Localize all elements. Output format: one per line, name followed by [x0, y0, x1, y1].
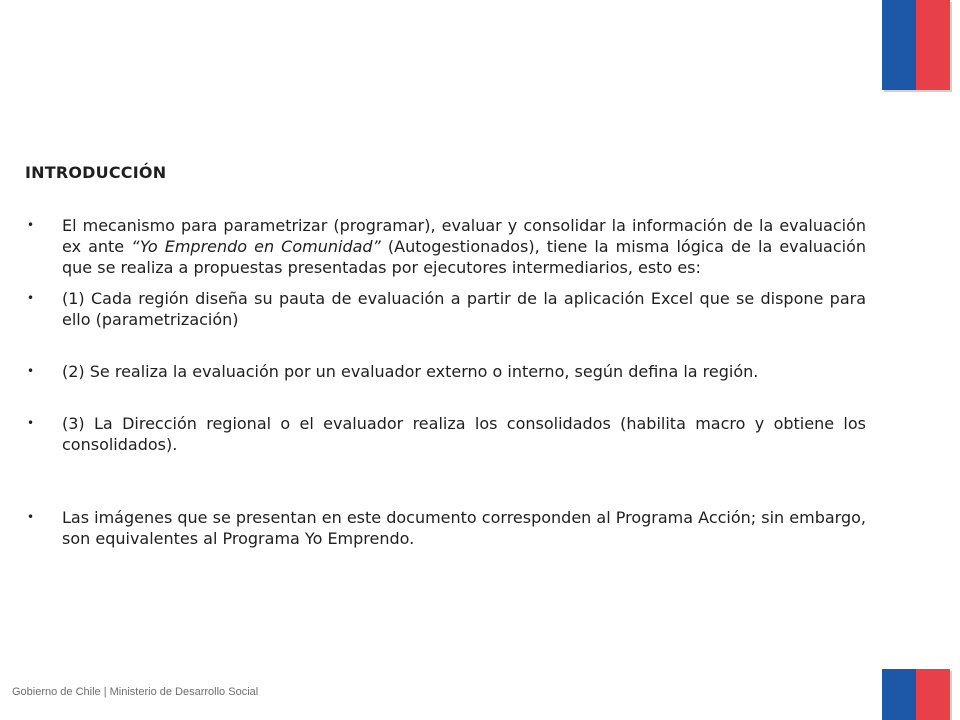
- flag-blue-stripe: [882, 0, 916, 90]
- bullet-text: (2) Se realiza la evaluación por un evaluador externo o interno, según defina la región.: [62, 362, 759, 381]
- bullet-icon: •: [27, 364, 35, 378]
- flag-blue-stripe: [882, 669, 916, 720]
- chile-flag-logo-top: [882, 0, 950, 90]
- bullet-text: Las imágenes que se presentan en este documento corresponden al Programa Acción; sin embargo, son equivalentes al Programa Yo Emprendo.: [62, 508, 866, 548]
- bullet-text: (3) La Dirección regional o el evaluador realiza los consolidados (habilita macro y obtiene los consolidados).: [62, 414, 866, 454]
- list-item: [25, 288, 866, 330]
- bullet-list: [25, 215, 866, 549]
- program-name: “Yo Emprendo en Comunidad”: [131, 237, 381, 256]
- footer-text: Gobierno de Chile | Ministerio de Desarrollo Social: [12, 686, 259, 698]
- bullet-text-part: El mecanismo para parametrizar (programar), evaluar y consolidar la información de la evaluación ex ante: [62, 216, 866, 256]
- bullet-icon: •: [27, 416, 35, 430]
- bullet-icon: •: [27, 218, 35, 232]
- chile-flag-logo-bottom: [882, 669, 950, 720]
- list-item: [25, 413, 866, 455]
- bullet-icon: •: [27, 291, 35, 305]
- list-item: [25, 507, 866, 549]
- section-heading: INTRODUCCIÓN: [25, 163, 167, 182]
- flag-red-stripe: [916, 0, 950, 90]
- bullet-text: [62, 215, 866, 278]
- flag-red-stripe: [916, 669, 950, 720]
- list-item: [25, 361, 866, 382]
- list-item: [25, 215, 866, 278]
- bullet-content: [25, 215, 866, 549]
- bullet-icon: •: [27, 510, 35, 524]
- bullet-text-part: (Autogestionados), tiene la misma lógica de la evaluación que se realiza a propuestas presentadas por ejecutores intermediarios, esto es:: [62, 237, 866, 277]
- bullet-text: (1) Cada región diseña su pauta de evaluación a partir de la aplicación Excel que se dispone para ello (parametrización): [62, 289, 866, 329]
